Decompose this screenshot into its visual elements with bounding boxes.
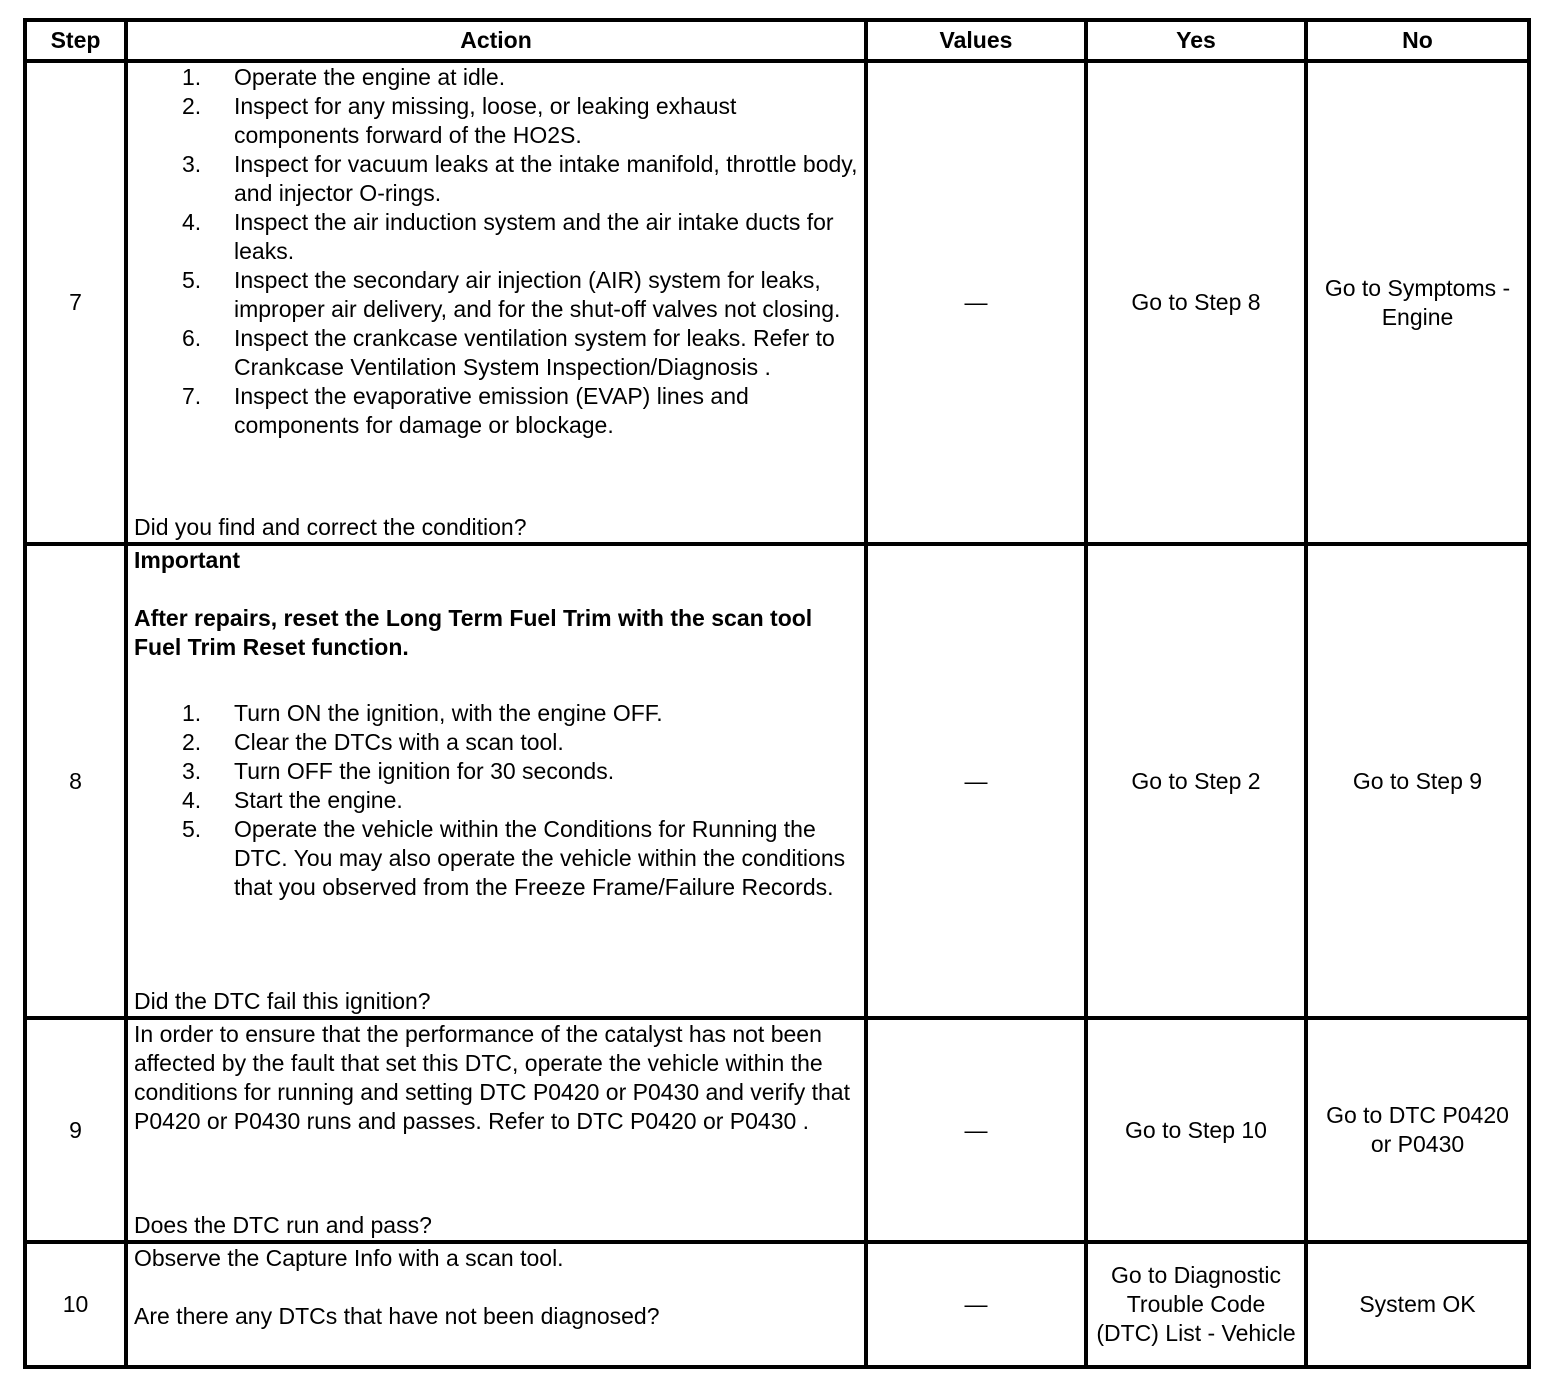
yes-result: Go to Diagnostic Trouble Code (DTC) List - Vehicle [1086,1242,1306,1367]
instruction-list [134,699,858,902]
header-yes: Yes [1086,20,1306,61]
list-item: 6. Inspect the crankcase ventilation system for leaks. Refer to Crankcase Ventilation System Inspection/Diagnosis . [182,325,835,380]
table-row-step-10 [25,1242,1529,1367]
table-row-step-9 [25,1018,1529,1242]
list-item: 5. Inspect the secondary air injection (AIR) system for leaks, improper air delivery, and for the shut-off valves not closing. [182,267,841,322]
header-action: Action [126,20,866,61]
instruction-text: Observe the Capture Info with a scan tool. [134,1245,564,1271]
list-item: 2. Inspect for any missing, loose, or leaking exhaust components forward of the HO2S. [182,93,737,148]
list-item: 5. Operate the vehicle within the Conditions for Running the DTC. You may also operate the vehicle within the conditions that you observed from the Freeze Frame/Failure Records. [182,816,846,900]
no-result: Go to DTC P0420 or P0430 [1306,1018,1529,1242]
question-text: Are there any DTCs that have not been diagnosed? [134,1303,660,1329]
instruction-list [134,63,858,440]
action-cell [126,1018,866,1242]
question-text: Does the DTC run and pass? [134,1212,432,1238]
diagnostic-table [23,18,1531,1369]
action-cell [126,1242,866,1367]
header-values: Values [866,20,1086,61]
yes-result: Go to Step 10 [1086,1018,1306,1242]
list-item: 7. Inspect the evaporative emission (EVAP) lines and components for damage or blockage. [182,383,749,438]
list-item: 3. Inspect for vacuum leaks at the intake manifold, throttle body, and injector O-rings. [182,151,858,206]
question-text: Did you find and correct the condition? [134,514,527,540]
instruction-text: In order to ensure that the performance of the catalyst has not been affected by the fault that set this DTC, operate the vehicle within the conditions for running and setting DTC P0420 or P0430 and verify that P0420 or P0430 runs and passes. Refer to DTC P0420 or P0430 . [134,1021,850,1134]
list-item: 4. Start the engine. [182,787,403,813]
step-number: 8 [25,544,126,1018]
table-row-step-8 [25,544,1529,1018]
yes-result: Go to Step 2 [1086,544,1306,1018]
important-note: After repairs, reset the Long Term Fuel Trim with the scan tool Fuel Trim Reset function. [134,605,813,660]
step-number: 10 [25,1242,126,1367]
action-cell [126,544,866,1018]
header-row [25,20,1529,61]
step-number: 7 [25,61,126,544]
list-item: 2. Clear the DTCs with a scan tool. [182,729,564,755]
important-label: Important [134,547,241,573]
values-cell: — [866,1242,1086,1367]
no-result: Go to Symptoms - Engine [1306,61,1529,544]
list-item: 1. Turn ON the ignition, with the engine OFF. [182,700,663,726]
list-item: 4. Inspect the air induction system and the air intake ducts for leaks. [182,209,834,264]
no-result: System OK [1306,1242,1529,1367]
list-item: 1. Operate the engine at idle. [182,64,506,90]
values-cell: — [866,1018,1086,1242]
values-cell: — [866,61,1086,544]
action-cell [126,61,866,544]
table-row-step-7 [25,61,1529,544]
list-item: 3. Turn OFF the ignition for 30 seconds. [182,758,615,784]
values-cell: — [866,544,1086,1018]
header-no: No [1306,20,1529,61]
step-number: 9 [25,1018,126,1242]
header-step: Step [25,20,126,61]
no-result: Go to Step 9 [1306,544,1529,1018]
yes-result: Go to Step 8 [1086,61,1306,544]
question-text: Did the DTC fail this ignition? [134,988,431,1014]
